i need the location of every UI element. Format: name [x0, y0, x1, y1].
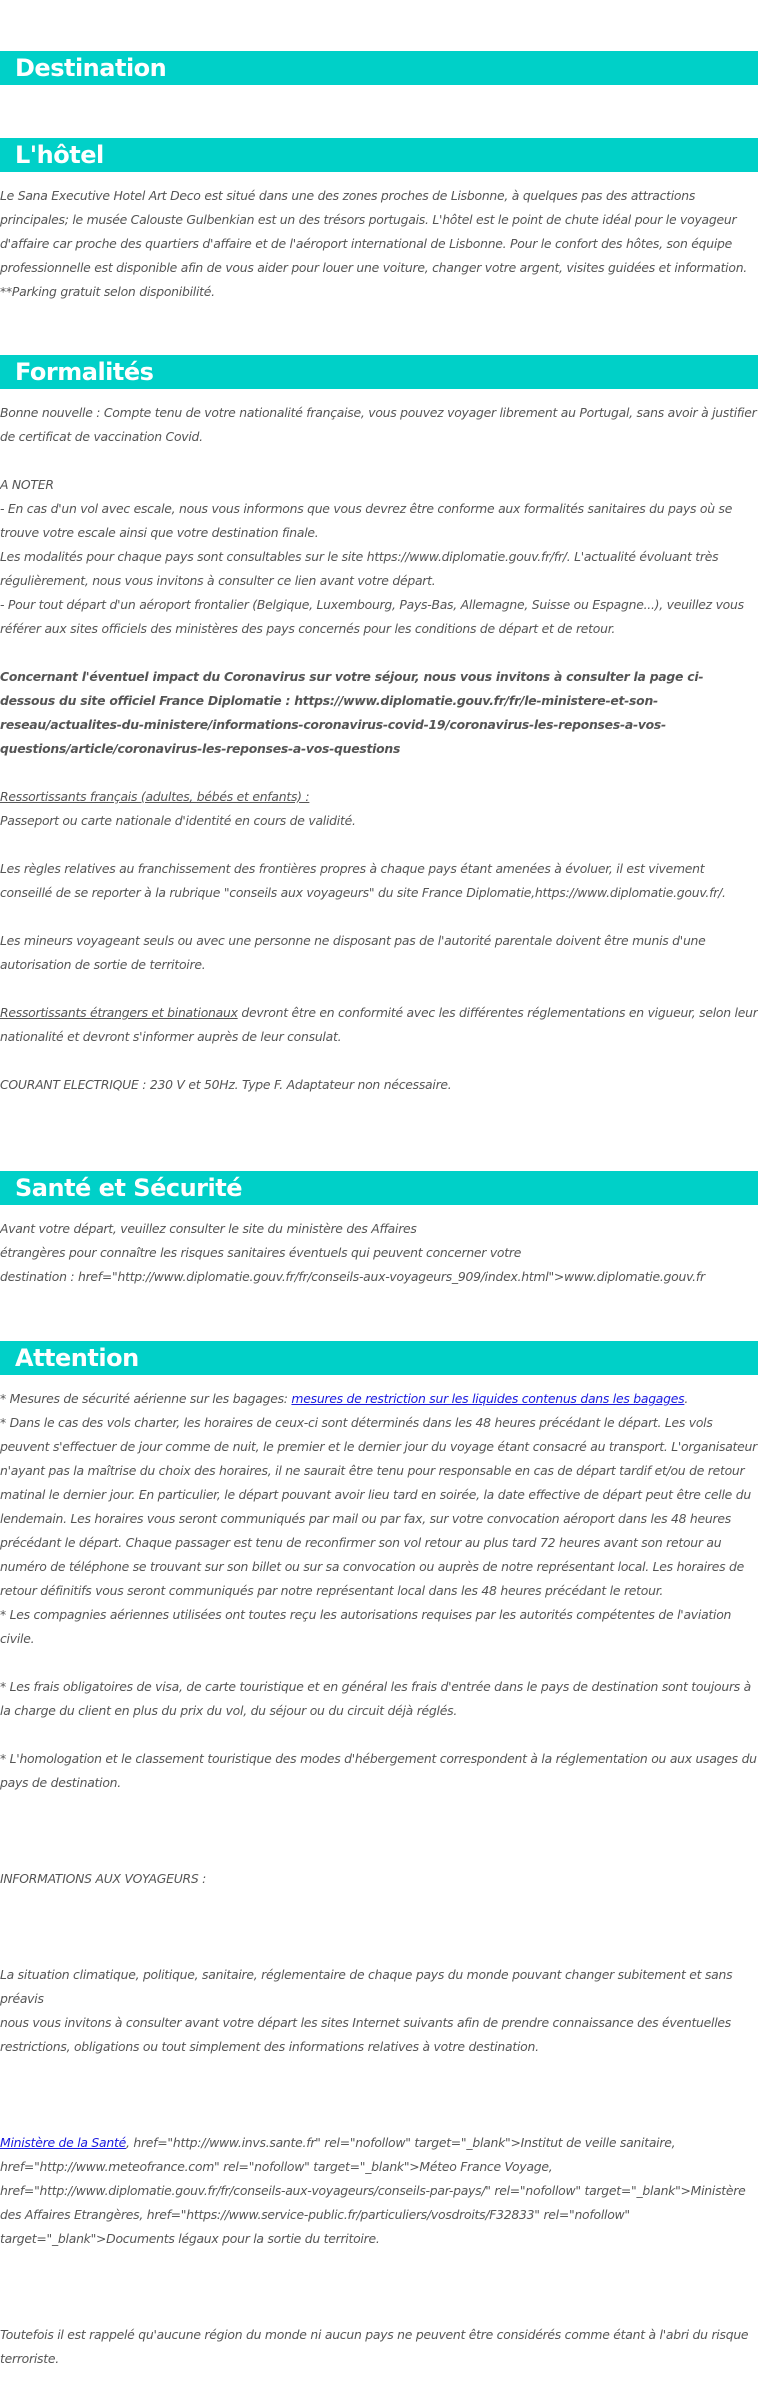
attention-sites-invitation: nous vous invitons à consulter avant votre départ les sites Internet suivants afin de prendre connaissance des éventuelles restrictions, obligations ou tout simplement des informations relatives à votre destination. [0, 2015, 731, 2054]
attention-risque-terroriste: Toutefois il est rappelé qu'aucune région du monde ni aucun pays ne peuvent être considérés comme étant à l'abri du risque terroriste. [0, 2327, 749, 2366]
attention-homologation: * L'homologation et le classement touristique des modes d'hébergement correspondent à la réglementation ou aux usages du pays de destination. [0, 1751, 757, 1790]
formalites-regles-frontieres: Les règles relatives au franchissement des frontières propres à chaque pays étant amenées à évoluer, il est vivement conseillé de se reporter à la rubrique "conseils aux voyageurs" du site France Diplomatie,https://www.diplomatie.gouv.fr/. [0, 861, 726, 900]
section-header-sante [0, 1171, 758, 1205]
section-title-sante: Santé et Sécurité [15, 1174, 242, 1202]
formalites-intro: Bonne nouvelle : Compte tenu de votre nationalité française, vous pouvez voyager librement au Portugal, sans avoir à justifier de certificat de vaccination Covid. [0, 405, 757, 444]
attention-sites-text: , href="http://www.invs.sante.fr" rel="nofollow" target="_blank">Institut de veille sanitaire, href="http://www.meteofrance.com" rel="nofollow" target="_blank">Méteo France Voyage, href="http://www.diplomatie.gouv.fr/fr/conseils-aux-voyageurs/conseils-par-pays/" rel="nofollow" target="_blank">Ministère des Affaires Etrangères, href="https://www.service-public.fr/particuliers/vosdroits/F32833" rel="nofollow" target="_blank">Documents légaux pour la sortie du territoire. [0, 2135, 746, 2246]
formalites-etrangers [0, 1001, 758, 1049]
hotel-content [0, 184, 758, 304]
formalites-covid-notice: Concernant l'éventuel impact du Coronavirus sur votre séjour, nous vous invitons à consulter la page ci-dessous du site officiel France Diplomatie : https://www.diplomatie.gouv.fr/fr/le-ministere-et-son-reseau/actualites-du-ministere/informations-coronavirus-covid-19/coronavirus-les-reponses-a-vos-questions/article/coronavirus-les-reponses-a-vos-questions [0, 669, 704, 756]
formalites-note-aeroport-frontalier: - Pour tout départ d'un aéroport frontalier (Belgique, Luxembourg, Pays-Bas, Allemagne, Suisse ou Espagne...), veuillez vous référer aux sites officiels des ministères des pays concernés pour les conditions de départ et de retour. [0, 597, 744, 636]
formalites-a-noter: A NOTER [0, 477, 54, 492]
formalites-content [0, 401, 758, 1097]
sante-content [0, 1217, 758, 1289]
attention-mesures [0, 1387, 758, 1411]
formalites-ressortissants-heading: Ressortissants français (adultes, bébés et enfants) : [0, 789, 310, 804]
section-title-formalites: Formalités [15, 358, 154, 386]
section-header-destination [0, 51, 758, 85]
attention-mesures-suffix: . [684, 1391, 689, 1406]
attention-vols-charter: * Dans le cas des vols charter, les horaires de ceux-ci sont déterminés dans les 48 heures précédant le départ. Les vols peuvent s'effectuer de jour comme de nuit, le premier et le dernier jour du voyage étant consacré au transport. L'organisateur n'ayant pas la maîtrise du choix des horaires, il ne saurait être tenu pour responsable en cas de départ tardif et/ou de retour matinal le dernier jour. En particulier, le départ pouvant avoir lieu tard en soirée, la date effective de départ peut être celle du lendemain. Les horaires vous seront communiqués par mail ou par fax, sur votre convocation aéroport dans les 48 heures précédant le départ. Chaque passager est tenu de reconfirmer son vol retour au plus tard 72 heures avant son retour au numéro de téléphone se trouvant sur son billet ou sur sa convocation ou auprès de notre représentant local. Les horaires de retour définitifs vous seront communiqués par notre représentant local dans les 48 heures précédant le retour. [0, 1415, 757, 1598]
liquides-restriction-link[interactable]: mesures de restriction sur les liquides contenus dans les bagages [291, 1391, 685, 1406]
section-title-hotel: L'hôtel [15, 141, 104, 169]
sante-line-1: Avant votre départ, veuillez consulter le site du ministère des Affaires [0, 1221, 417, 1236]
section-header-formalites [0, 355, 758, 389]
formalites-passeport: Passeport ou carte nationale d'identité en cours de validité. [0, 813, 356, 828]
sante-line-3: destination : href="http://www.diplomatie.gouv.fr/fr/conseils-aux-voyageurs_909/index.html">www.diplomatie.gouv.fr [0, 1269, 705, 1284]
formalites-courant-electrique: COURANT ELECTRIQUE : 230 V et 50Hz. Type F. Adaptateur non nécessaire. [0, 1077, 452, 1092]
section-title-attention: Attention [15, 1344, 139, 1372]
attention-frais: * Les frais obligatoires de visa, de carte touristique et en général les frais d'entrée dans le pays de destination sont toujours à la charge du client en plus du prix du vol, du séjour ou du circuit déjà réglés. [0, 1679, 752, 1718]
sante-line-2: étrangères pour connaître les risques sanitaires éventuels qui peuvent concerner votre [0, 1245, 522, 1260]
attention-infos-heading: INFORMATIONS AUX VOYAGEURS : [0, 1871, 207, 1886]
formalites-mineurs: Les mineurs voyageant seuls ou avec une personne ne disposant pas de l'autorité parentale doivent être munis d'une autorisation de sortie de territoire. [0, 933, 706, 972]
attention-content [0, 1387, 758, 2371]
section-header-hotel [0, 138, 758, 172]
ministere-sante-link[interactable]: Ministère de la Santé [0, 2135, 126, 2150]
attention-mesures-prefix: * Mesures de sécurité aérienne sur les bagages: [0, 1391, 292, 1406]
attention-compagnies: * Les compagnies aériennes utilisées ont toutes reçu les autorisations requises par les autorités compétentes de l'aviation civile. [0, 1607, 732, 1646]
formalites-note-modalites: Les modalités pour chaque pays sont consultables sur le site https://www.diplomatie.gouv.fr/fr/. L'actualité évoluant très régulièrement, nous vous invitons à consulter ce lien avant votre départ. [0, 549, 719, 588]
attention-sites-list [0, 2131, 758, 2251]
section-title-destination: Destination [15, 54, 167, 82]
formalites-note-escale: - En cas d'un vol avec escale, nous vous informons que vous devrez être conforme aux formalités sanitaires du pays où se trouve votre escale ainsi que votre destination finale. [0, 501, 733, 540]
formalites-etrangers-label: Ressortissants étrangers et binationaux [0, 1005, 238, 1020]
hotel-description: Le Sana Executive Hotel Art Deco est situé dans une des zones proches de Lisbonne, à quelques pas des attractions principales; le musée Calouste Gulbenkian est un des trésors portugais. L'hôtel est le point de chute idéal pour le voyageur d'affaire car proche des quartiers d'affaire et de l'aéroport international de Lisbonne. Pour le confort des hôtes, son équipe professionnelle est disponible afin de vous aider pour louer une voiture, changer votre argent, visites guidées et information. **Parking gratuit selon disponibilité. [0, 188, 747, 299]
formalites-etrangers-text: devront être en conformité avec les différentes réglementations en vigueur, selon leur nationalité et devront s'informer auprès de leur consulat. [0, 1005, 758, 1044]
section-header-attention [0, 1341, 758, 1375]
attention-situation: La situation climatique, politique, sanitaire, réglementaire de chaque pays du monde pouvant changer subitement et sans préavis [0, 1967, 733, 2006]
